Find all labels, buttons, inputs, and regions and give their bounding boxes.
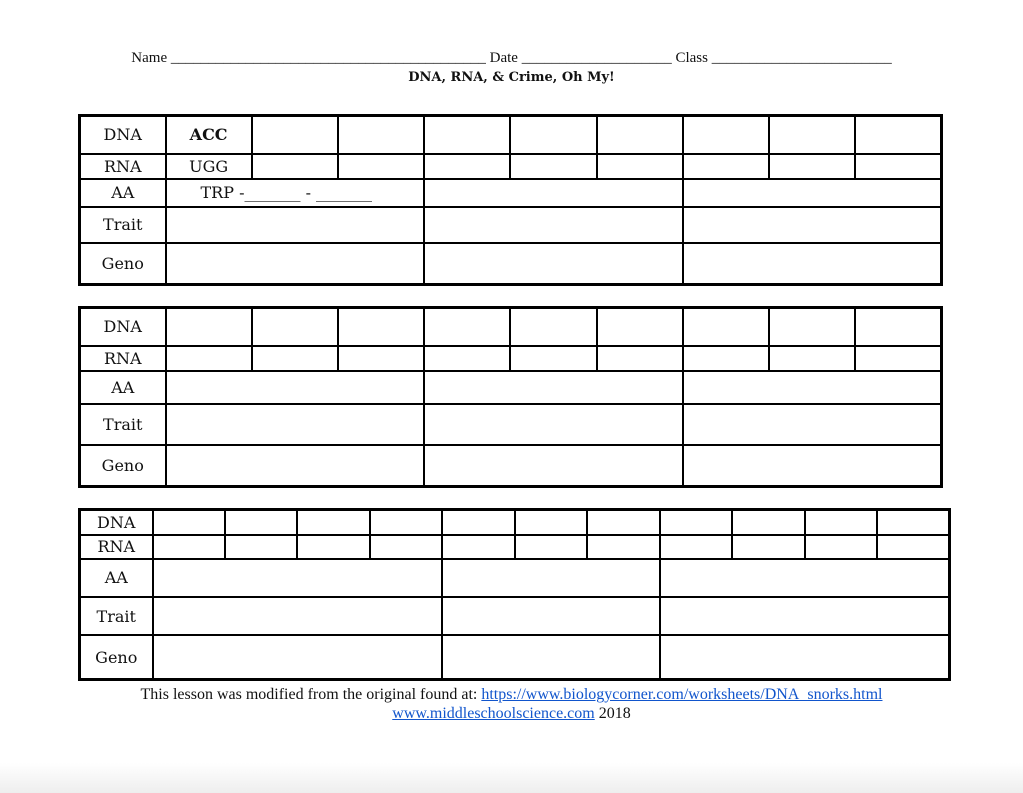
trait-cell[interactable] <box>683 404 942 445</box>
rna-cell[interactable] <box>732 535 804 559</box>
rna-label: RNA <box>80 535 153 559</box>
aa-label: AA <box>80 559 153 597</box>
rna-row <box>80 535 950 559</box>
class-label: Class <box>675 50 708 66</box>
dna-cell[interactable] <box>510 116 596 154</box>
attribution-text: This lesson was modified from the original found at: <box>140 686 478 703</box>
geno-row <box>80 635 950 679</box>
aa-example: TRP -_______ - _______ <box>166 179 425 207</box>
dna-cell[interactable] <box>225 510 297 535</box>
name-label: Name <box>131 50 168 66</box>
rna-cell[interactable] <box>510 154 596 179</box>
dna-cell[interactable] <box>805 510 877 535</box>
trait-cell[interactable] <box>166 207 425 243</box>
trait-label: Trait <box>80 597 153 635</box>
dna-label: DNA <box>80 308 166 346</box>
rna-cell[interactable] <box>683 346 769 371</box>
geno-cell[interactable] <box>683 445 942 487</box>
rna-row <box>80 346 942 371</box>
rna-cell[interactable] <box>855 154 941 179</box>
aa-row <box>80 559 950 597</box>
aa-cell[interactable] <box>424 179 683 207</box>
dna-cell[interactable] <box>587 510 659 535</box>
dna-cell[interactable] <box>424 308 510 346</box>
trait-cell[interactable] <box>683 207 942 243</box>
dna-cell[interactable] <box>515 510 587 535</box>
rna-codon-example: UGG <box>166 154 252 179</box>
aa-cell[interactable] <box>442 559 659 597</box>
geno-cell[interactable] <box>683 243 942 285</box>
geno-row <box>80 445 942 487</box>
worksheet-table-2 <box>78 306 943 488</box>
aa-cell[interactable] <box>424 371 683 404</box>
dna-cell[interactable] <box>510 308 596 346</box>
trait-row <box>80 404 942 445</box>
rna-cell[interactable] <box>424 346 510 371</box>
rna-cell[interactable] <box>515 535 587 559</box>
rna-cell[interactable] <box>597 154 683 179</box>
dna-cell[interactable] <box>252 308 338 346</box>
aa-cell[interactable] <box>683 371 942 404</box>
rna-cell[interactable] <box>424 154 510 179</box>
geno-cell[interactable] <box>442 635 659 679</box>
trait-label: Trait <box>80 404 166 445</box>
dna-row <box>80 510 950 535</box>
trait-cell[interactable] <box>442 597 659 635</box>
trait-cell[interactable] <box>424 404 683 445</box>
geno-row <box>80 243 942 285</box>
rna-cell[interactable] <box>510 346 596 371</box>
dna-cell[interactable] <box>338 308 424 346</box>
rna-cell[interactable] <box>597 346 683 371</box>
dna-cell[interactable] <box>166 308 252 346</box>
rna-cell[interactable] <box>252 154 338 179</box>
dna-cell[interactable] <box>660 510 732 535</box>
trait-row <box>80 597 950 635</box>
worksheet-title: DNA, RNA, & Crime, Oh My! <box>408 70 615 85</box>
trait-cell[interactable] <box>660 597 950 635</box>
trait-cell[interactable] <box>424 207 683 243</box>
geno-cell[interactable] <box>424 445 683 487</box>
rna-cell[interactable] <box>769 346 855 371</box>
dna-cell[interactable] <box>855 116 941 154</box>
aa-cell[interactable] <box>153 559 443 597</box>
rna-cell[interactable] <box>370 535 442 559</box>
rna-label: RNA <box>80 154 166 179</box>
dna-cell[interactable] <box>769 308 855 346</box>
dna-cell[interactable] <box>683 308 769 346</box>
trait-label: Trait <box>80 207 166 243</box>
rna-cell[interactable] <box>805 535 877 559</box>
dna-cell[interactable] <box>153 510 225 535</box>
page-bottom-shadow <box>0 763 1023 793</box>
geno-label: Geno <box>80 445 166 487</box>
dna-row <box>80 308 942 346</box>
dna-cell[interactable] <box>597 116 683 154</box>
date-blank[interactable]: ____________________ <box>521 50 672 66</box>
biologycorner-link[interactable]: https://www.biologycorner.com/worksheets/DNA_snorks.html <box>481 686 883 703</box>
footer-year: 2018 <box>598 705 631 722</box>
dna-cell[interactable] <box>855 308 941 346</box>
dna-cell[interactable] <box>683 116 769 154</box>
dna-cell[interactable] <box>769 116 855 154</box>
aa-cell[interactable] <box>660 559 950 597</box>
rna-cell[interactable] <box>660 535 732 559</box>
aa-label: AA <box>80 371 166 404</box>
rna-cell[interactable] <box>225 535 297 559</box>
date-label: Date <box>489 50 518 66</box>
aa-cell[interactable] <box>166 371 425 404</box>
dna-codon-example: ACC <box>166 116 252 154</box>
rna-label: RNA <box>80 346 166 371</box>
rna-cell[interactable] <box>338 154 424 179</box>
aa-cell[interactable] <box>683 179 942 207</box>
aa-label: AA <box>80 179 166 207</box>
geno-cell[interactable] <box>166 243 425 285</box>
dna-cell[interactable] <box>297 510 369 535</box>
rna-cell[interactable] <box>877 535 949 559</box>
trait-row <box>80 207 942 243</box>
dna-cell[interactable] <box>597 308 683 346</box>
geno-cell[interactable] <box>660 635 950 679</box>
aa-row <box>80 179 942 207</box>
rna-row <box>80 154 942 179</box>
student-info-line <box>0 50 1023 67</box>
dna-cell[interactable] <box>370 510 442 535</box>
dna-label: DNA <box>80 116 166 154</box>
dna-cell[interactable] <box>442 510 514 535</box>
rna-cell[interactable] <box>338 346 424 371</box>
rna-cell[interactable] <box>587 535 659 559</box>
trait-cell[interactable] <box>166 404 425 445</box>
site-line <box>0 705 1023 723</box>
rna-cell[interactable] <box>153 535 225 559</box>
geno-cell[interactable] <box>166 445 425 487</box>
aa-row <box>80 371 942 404</box>
dna-row <box>80 116 942 154</box>
dna-label: DNA <box>80 510 153 535</box>
dna-cell[interactable] <box>732 510 804 535</box>
rna-cell[interactable] <box>855 346 941 371</box>
attribution-line <box>0 686 1023 704</box>
rna-cell[interactable] <box>166 346 252 371</box>
worksheet-table-1 <box>78 114 943 286</box>
rna-cell[interactable] <box>769 154 855 179</box>
geno-label: Geno <box>80 243 166 285</box>
rna-cell[interactable] <box>442 535 514 559</box>
class-blank[interactable]: ________________________ <box>711 50 892 66</box>
geno-cell[interactable] <box>153 635 443 679</box>
dna-cell[interactable] <box>252 116 338 154</box>
worksheet-table-3 <box>78 508 951 681</box>
name-blank[interactable]: __________________________________________ <box>170 50 486 66</box>
dna-cell[interactable] <box>877 510 949 535</box>
geno-label: Geno <box>80 635 153 679</box>
rna-cell[interactable] <box>252 346 338 371</box>
rna-cell[interactable] <box>683 154 769 179</box>
rna-cell[interactable] <box>297 535 369 559</box>
dna-cell[interactable] <box>424 116 510 154</box>
middleschoolscience-link[interactable]: www.middleschoolscience.com <box>392 705 595 722</box>
dna-cell[interactable] <box>338 116 424 154</box>
trait-cell[interactable] <box>153 597 443 635</box>
geno-cell[interactable] <box>424 243 683 285</box>
